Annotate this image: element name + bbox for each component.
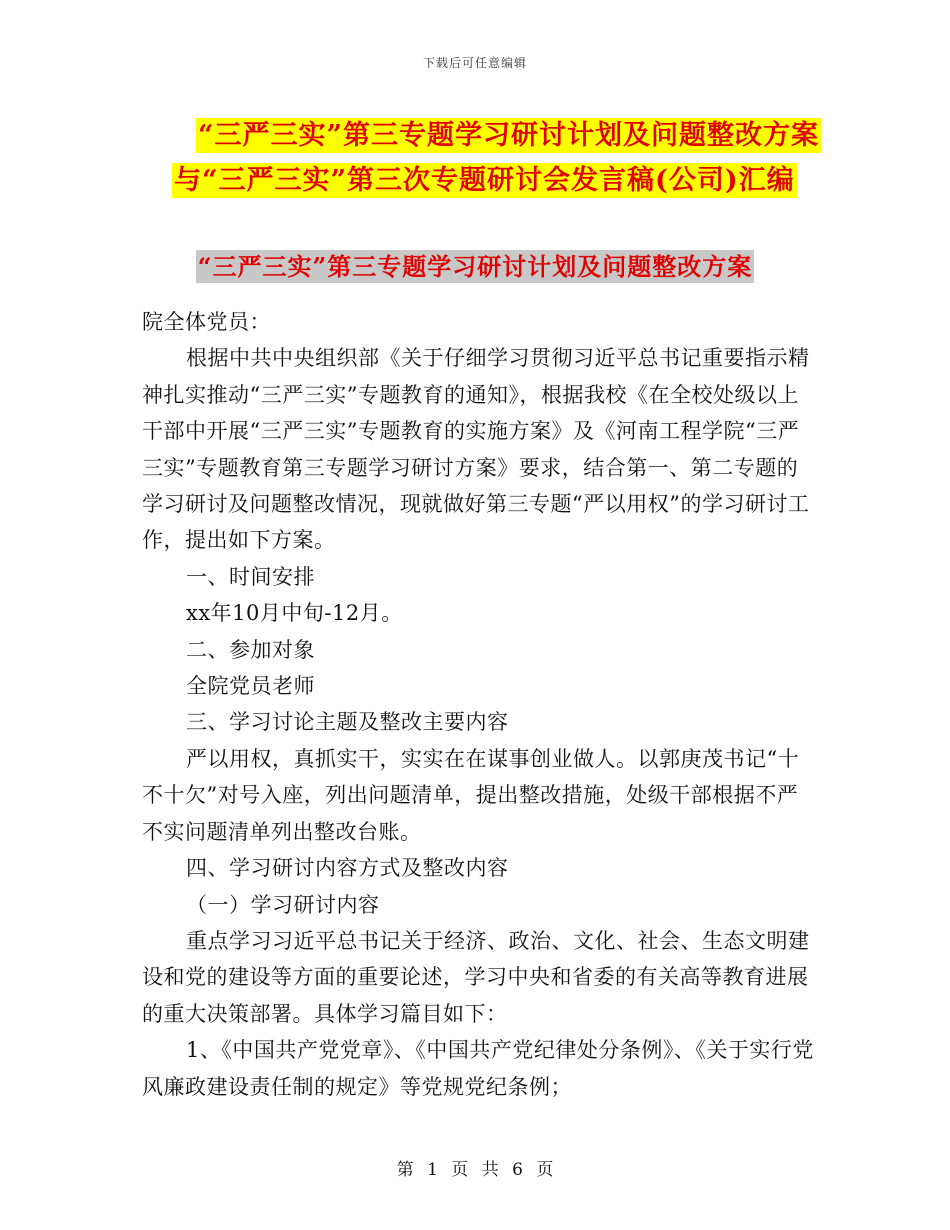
intro-paragraph: 根据中共中央组织部《关于仔细学习贯彻习近平总书记重要指示精神扎实推动“三严三实”专题教育的通知》，根据我校《在全校处级以上干部中开展“三严三实”专题教育的实施方案》及《河南工程学院“三严三实”专题教育第三专题学习研讨方案》要求，结合第一、第二专题的学习研讨及问题整改情况，现就做好第三专题“严以用权”的学习研讨工作，提出如下方案。 (142, 346, 810, 553)
footer-di: 第 (396, 1160, 414, 1180)
document-body (142, 304, 814, 1105)
participants-text: 全院党员老师 (186, 674, 315, 699)
section-title-text: “三严三实”第三专题学习研讨计划及问题整改方案 (197, 252, 753, 281)
study-item-1: 1、《中国共产党党章》、《中国共产党纪律处分条例》、《关于实行党风廉政建设责任制的规定》等党规党纪条例； (142, 1038, 814, 1099)
footer-total-pages: 6 (512, 1160, 523, 1180)
footer-ye-2: 页 (536, 1160, 554, 1180)
main-title-line-2-text: 与“三严三实”第三次专题研讨会发言稿(公司)汇编 (174, 165, 795, 196)
theme-paragraph: 严以用权，真抓实干，实实在在谋事创业做人。以郭庚茂书记“十不十欠”对号入座，列出问题清单，提出整改措施，处级干部根据不严不实问题清单列出整改台账。 (142, 746, 800, 844)
study-paragraph: 重点学习习近平总书记关于经济、政治、文化、社会、生态文明建设和党的建设等方面的重要论述，学习中央和省委的有关高等教育进展的重大决策部署。具体学习篇目如下： (142, 928, 810, 1026)
footer-page-number: 1 (427, 1160, 438, 1180)
section-title (0, 247, 950, 282)
page-header: 下载后可任意编辑 (422, 56, 527, 70)
heading-schedule: 一、时间安排 (186, 564, 315, 589)
heading-methods: 四、学习研讨内容方式及整改内容 (186, 856, 509, 881)
schedule-text: xx年10月中旬-12月。 (186, 601, 403, 626)
salutation: 院全体党员： (142, 310, 271, 334)
footer-gong: 共 (481, 1160, 499, 1180)
subheading-content: （一）学习研讨内容 (186, 892, 380, 917)
footer-ye: 页 (451, 1160, 469, 1180)
heading-theme: 三、学习讨论主题及整改主要内容 (186, 710, 509, 735)
main-title-line-2 (172, 158, 797, 197)
main-title-line-1 (196, 113, 821, 152)
heading-participants: 二、参加对象 (186, 637, 315, 662)
main-title-line-1-text: “三严三实”第三专题学习研讨计划及问题整改方案 (198, 120, 820, 151)
page-footer (0, 1155, 950, 1180)
